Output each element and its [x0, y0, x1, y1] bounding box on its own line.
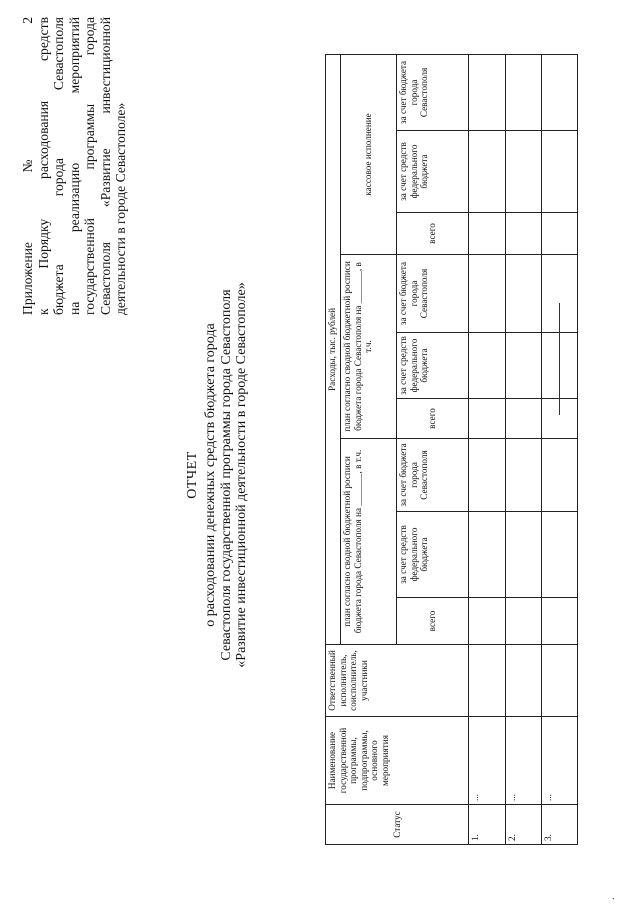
header-federal-1: за счет средств федерального бюджета	[397, 512, 469, 598]
appendix-line: государственной программы города	[82, 17, 97, 315]
header-total-3: всего	[397, 213, 469, 255]
header-total-1: всего	[397, 598, 469, 645]
report-title-line: «Развитие инвестиционной деятельности в городе Севастополе»	[234, 282, 250, 668]
header-city-2: за счет бюджета города Севастополя	[397, 255, 469, 333]
table-row	[506, 54, 542, 844]
header-cash-execution: кассовое исполнение	[341, 54, 397, 254]
report-title-line: Севастополя государственной программы города Севастополя	[218, 289, 234, 661]
header-plan-2: план согласно сводной бюджетной росписи бюджета города Севастополя на _______, в т.ч.	[341, 255, 397, 439]
appendix-line: Севастополя «Развитие инвестиционной	[97, 17, 113, 315]
table-row	[542, 54, 578, 844]
table-row	[469, 54, 506, 844]
row-number: 3.	[542, 805, 578, 845]
header-name: Наименование государственной программы, подпрограммы, основного мероприятия	[326, 717, 469, 805]
header-city-3: за счет бюджета города Севастополя	[397, 54, 469, 130]
report-title	[185, 165, 250, 785]
header-plan-1: план согласно сводной бюджетной росписи бюджета города Севастополя на _______, в т.ч.	[341, 439, 397, 645]
header-federal-3: за счет средств федерального бюджета	[397, 131, 469, 213]
appendix-line: деятельности в городе Севастополе»	[113, 102, 128, 315]
header-total-2: всего	[397, 399, 469, 439]
row-number: 2.	[506, 805, 542, 845]
row-name: ...	[542, 717, 578, 805]
row-name: ...	[469, 717, 506, 805]
header-status: Статус	[326, 805, 469, 845]
header-city-1: за счет бюджета города Севастополя	[397, 439, 469, 512]
header-responsible: Ответственный исполнитель, соисполнитель, участники	[326, 645, 469, 717]
appendix-note	[20, 17, 129, 315]
footer-rule	[559, 303, 560, 415]
row-name: ...	[506, 717, 542, 805]
appendix-line: к Порядку расходования средств	[35, 17, 51, 315]
row-number: 1.	[469, 805, 506, 845]
header-expenses: Расходы, тыс. рублей	[326, 54, 341, 644]
report-title-line: о расходовании денежных средств бюджета города	[202, 323, 218, 627]
appendix-line: бюджета города Севастополя	[51, 17, 66, 315]
appendix-line: на реализацию мероприятий	[66, 17, 82, 315]
header-federal-2: за счет средств федерального бюджета	[397, 333, 469, 399]
report-table	[325, 54, 578, 845]
appendix-line: Приложение № 2	[20, 17, 35, 315]
page-dot: .	[606, 897, 617, 900]
report-heading: ОТЧЕТ	[185, 451, 200, 499]
